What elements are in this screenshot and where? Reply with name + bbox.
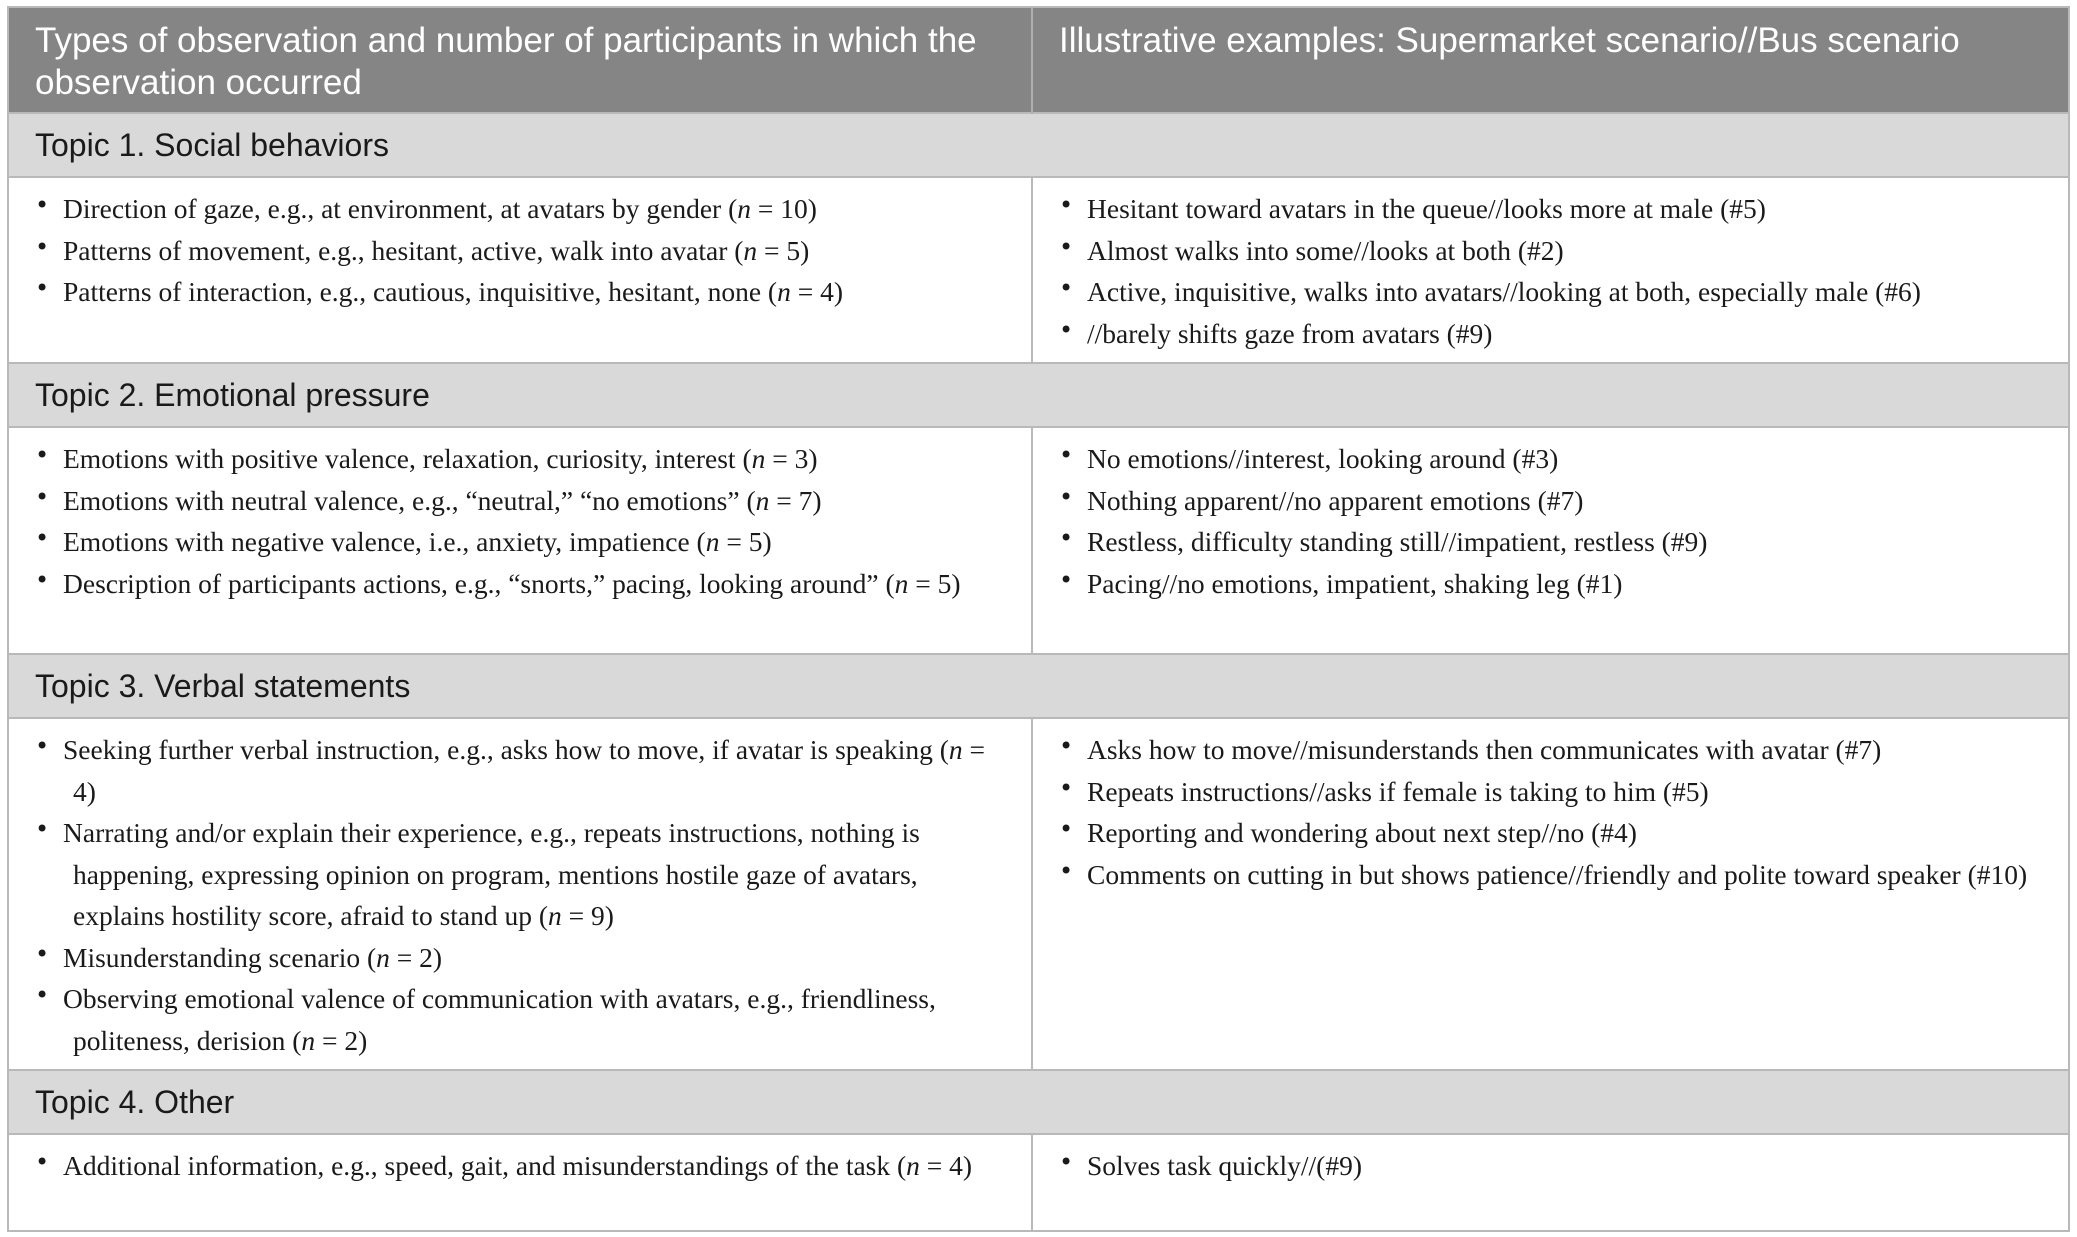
topic-body-row xyxy=(9,427,2068,654)
topic-row-emotional-pressure xyxy=(9,363,2068,427)
examples-cell xyxy=(1032,718,2068,1070)
list-item: • Hesitant toward avatars in the queue//looks more at male (#5) xyxy=(1059,188,2048,230)
examples-cell xyxy=(1032,1134,2068,1232)
topic-row-other xyxy=(9,1070,2068,1134)
list-item: • Restless, difficulty standing still//impatient, restless (#9) xyxy=(1059,521,2048,563)
list-item: • Emotions with positive valence, relaxation, curiosity, interest (n = 3) xyxy=(35,438,1011,480)
observation-list xyxy=(35,438,1011,604)
examples-cell xyxy=(1032,427,2068,654)
header-types-of-observation: Types of observation and number of participants in which the observation occurred xyxy=(9,8,1032,113)
list-item: • Reporting and wondering about next step//no (#4) xyxy=(1059,812,2048,854)
list-item: • Additional information, e.g., speed, gait, and misunderstandings of the task (n = 4) xyxy=(35,1145,1011,1187)
list-item: • Asks how to move//misunderstands then communicates with avatar (#7) xyxy=(1059,729,2048,771)
list-item: • Patterns of interaction, e.g., cautious, inquisitive, hesitant, none (n = 4) xyxy=(35,271,1011,313)
observation-list xyxy=(35,188,1011,313)
list-item: • Emotions with negative valence, i.e., anxiety, impatience (n = 5) xyxy=(35,521,1011,563)
header-illustrative-examples: Illustrative examples: Supermarket scenario//Bus scenario xyxy=(1032,8,2068,113)
observation-types-cell xyxy=(9,718,1032,1070)
observation-table xyxy=(7,6,2070,1232)
examples-list xyxy=(1059,1145,2048,1187)
list-item: • No emotions//interest, looking around (#3) xyxy=(1059,438,2048,480)
list-item: • Almost walks into some//looks at both (#2) xyxy=(1059,230,2048,272)
list-item: • Description of participants actions, e.g., “snorts,” pacing, looking around” (n = 5) xyxy=(35,563,1011,605)
observation-types-cell xyxy=(9,177,1032,363)
observation-list xyxy=(35,1145,1011,1187)
topic-title: Topic 2. Emotional pressure xyxy=(9,363,2068,427)
list-item: • Pacing//no emotions, impatient, shaking leg (#1) xyxy=(1059,563,2048,605)
examples-list xyxy=(1059,188,2048,354)
list-item: • Nothing apparent//no apparent emotions (#7) xyxy=(1059,480,2048,522)
topic-body-row xyxy=(9,1134,2068,1232)
list-item: • Observing emotional valence of communication with avatars, e.g., friendliness, politeness, derision (n = 2) xyxy=(35,978,1011,1061)
list-item: • Repeats instructions//asks if female is taking to him (#5) xyxy=(1059,771,2048,813)
topic-title: Topic 4. Other xyxy=(9,1070,2068,1134)
list-item: • Seeking further verbal instruction, e.g., asks how to move, if avatar is speaking (n = 4) xyxy=(35,729,1011,812)
list-item: • Patterns of movement, e.g., hesitant, active, walk into avatar (n = 5) xyxy=(35,230,1011,272)
observation-types-cell xyxy=(9,427,1032,654)
list-item: • Direction of gaze, e.g., at environment, at avatars by gender (n = 10) xyxy=(35,188,1011,230)
topic-row-social-behaviors xyxy=(9,113,2068,177)
observation-list xyxy=(35,729,1011,1061)
topic-row-verbal-statements xyxy=(9,654,2068,718)
header-row xyxy=(9,8,2068,113)
examples-cell xyxy=(1032,177,2068,363)
topic-title: Topic 3. Verbal statements xyxy=(9,654,2068,718)
topic-title: Topic 1. Social behaviors xyxy=(9,113,2068,177)
list-item: • Comments on cutting in but shows patience//friendly and polite toward speaker (#10) xyxy=(1059,854,2048,896)
observation-types-cell xyxy=(9,1134,1032,1232)
list-item: • Solves task quickly//(#9) xyxy=(1059,1145,2048,1187)
list-item: • Emotions with neutral valence, e.g., “neutral,” “no emotions” (n = 7) xyxy=(35,480,1011,522)
table xyxy=(9,8,2068,1232)
list-item: • Misunderstanding scenario (n = 2) xyxy=(35,937,1011,979)
list-item: • //barely shifts gaze from avatars (#9) xyxy=(1059,313,2048,355)
list-item: • Narrating and/or explain their experience, e.g., repeats instructions, nothing is happening, expressing opinion on program, mentions hostile gaze of avatars, explains hostility score, afraid to stand up (n = 9) xyxy=(35,812,1011,937)
topic-body-row xyxy=(9,177,2068,363)
list-item: • Active, inquisitive, walks into avatars//looking at both, especially male (#6) xyxy=(1059,271,2048,313)
examples-list xyxy=(1059,438,2048,604)
examples-list xyxy=(1059,729,2048,895)
topic-body-row xyxy=(9,718,2068,1070)
